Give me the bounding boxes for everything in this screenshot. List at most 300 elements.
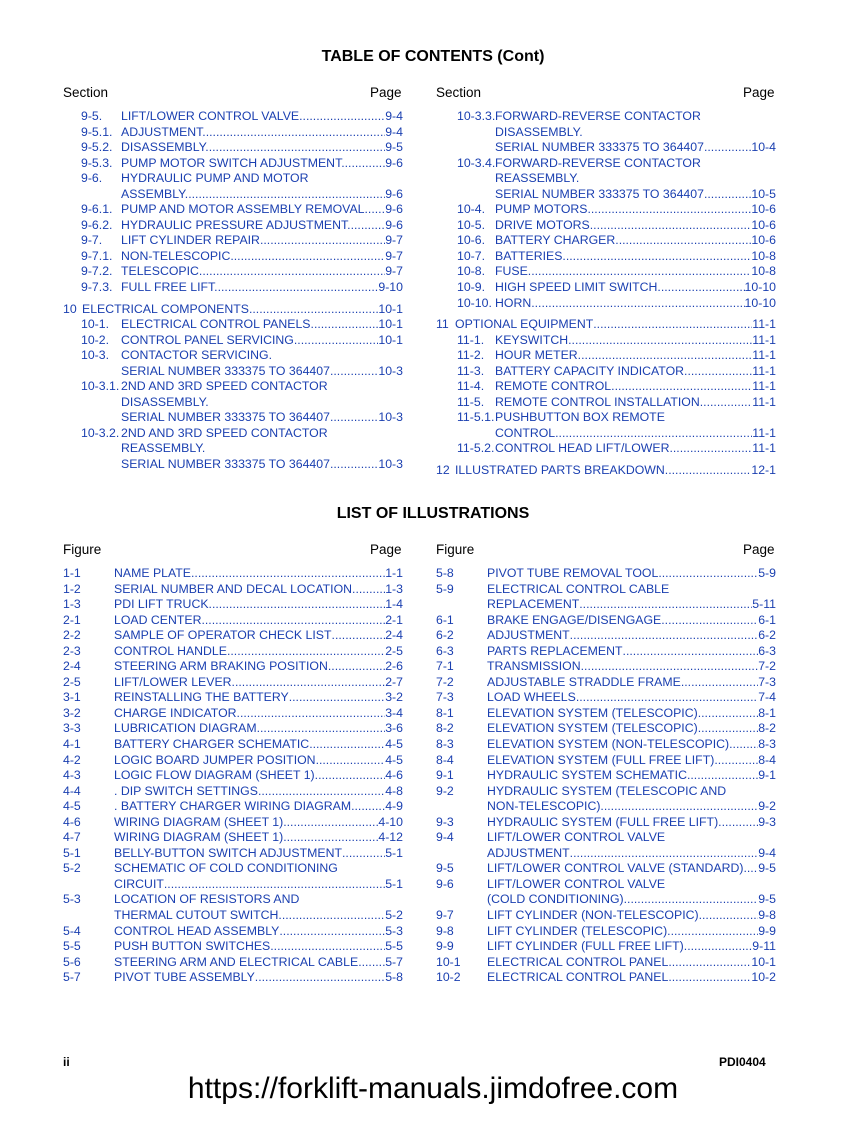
figure-entry-line[interactable] xyxy=(63,628,403,644)
page-reference: 9-5 xyxy=(758,892,776,907)
figure-entry-line[interactable] xyxy=(63,939,403,955)
toc-entry-line[interactable] xyxy=(63,280,403,296)
entry-title: ILLUSTRATED PARTS BREAKDOWN xyxy=(455,463,665,478)
entry-title: REASSEMBLY. xyxy=(121,441,206,456)
toc-entry-line[interactable] xyxy=(63,441,403,457)
page-reference: 7-3 xyxy=(758,674,776,689)
page-reference: 4-5 xyxy=(385,752,403,767)
figure-entry-line[interactable] xyxy=(436,582,776,598)
entry-title: HYDRAULIC SYSTEM SCHEMATIC xyxy=(487,768,687,783)
dot-leader xyxy=(164,877,385,893)
page-reference: 10-10 xyxy=(744,295,776,310)
figure-number: 2-4 xyxy=(63,659,81,674)
page-reference: 9-4 xyxy=(758,845,776,860)
page-reference: 7-4 xyxy=(758,690,776,705)
entry-title: BATTERIES. xyxy=(495,248,566,263)
entry-title: NAME PLATE xyxy=(114,566,191,580)
page-reference: 9-2 xyxy=(758,799,776,814)
toc-entry-line[interactable] xyxy=(436,264,776,280)
figure-entry-line[interactable] xyxy=(63,690,403,706)
toc-entry-line[interactable] xyxy=(436,317,776,333)
page-reference: 4-5 xyxy=(385,737,403,752)
entry-title: SERIAL NUMBER 333375 TO 364407 xyxy=(121,410,330,425)
section-number: 9-5.1. xyxy=(81,124,113,139)
entry-title: ADJUSTMENT. xyxy=(121,124,206,139)
page-reference: 2-1 xyxy=(385,612,403,627)
page-reference: 10-2 xyxy=(751,970,776,985)
page-reference: 2-6 xyxy=(385,659,403,674)
dot-leader xyxy=(684,939,753,955)
figure-number: 5-5 xyxy=(63,939,81,954)
figure-number: 5-4 xyxy=(63,923,81,938)
dot-leader xyxy=(570,628,759,644)
page-reference: 3-4 xyxy=(385,705,403,720)
figure-entry-line[interactable] xyxy=(436,753,776,769)
entry-title: CONTROL PANEL SERVICING. xyxy=(121,332,298,347)
toc-title: TABLE OF CONTENTS (Cont) xyxy=(321,48,545,65)
figure-number: 9-8 xyxy=(436,923,454,938)
toc-entry-line[interactable] xyxy=(436,395,776,411)
figure-entry-line[interactable] xyxy=(63,815,403,831)
figure-entry-line[interactable] xyxy=(436,830,776,846)
page-reference: 9-4 xyxy=(385,109,403,123)
dot-leader xyxy=(278,908,385,924)
section-number: 10-3.3. xyxy=(457,109,496,123)
dot-leader xyxy=(559,426,753,442)
entry-title: DISASSEMBLY. xyxy=(495,124,583,139)
figure-entry-line[interactable] xyxy=(436,784,776,800)
figure-entry-line[interactable] xyxy=(63,924,403,940)
figure-entry-line[interactable] xyxy=(436,846,776,862)
dot-leader xyxy=(351,799,385,815)
section-number: 9-7.2. xyxy=(81,264,113,279)
entry-title: HIGH SPEED LIMIT SWITCH. xyxy=(495,280,661,295)
figure-entry-line[interactable] xyxy=(436,613,776,629)
toc-entry-line[interactable] xyxy=(436,426,776,442)
page-reference: 1-4 xyxy=(385,597,403,612)
section-number: 11-5.1. xyxy=(457,410,495,425)
dot-leader xyxy=(332,628,386,644)
entry-title: ELECTRICAL CONTROL PANEL xyxy=(487,954,669,969)
figure-entry-line[interactable] xyxy=(63,846,403,862)
section-number: 10-1. xyxy=(81,317,110,332)
dot-leader xyxy=(531,264,751,280)
figure-number: 4-4 xyxy=(63,783,81,798)
dot-leader xyxy=(579,597,752,613)
entry-title: KEYSWITCH xyxy=(495,332,569,347)
page-reference: 10-3 xyxy=(378,363,403,378)
toc-entry-line[interactable] xyxy=(63,109,403,125)
figure-entry-line[interactable] xyxy=(436,675,776,691)
dot-leader xyxy=(188,187,385,203)
toc-entry-line[interactable] xyxy=(436,202,776,218)
dot-leader xyxy=(209,597,386,613)
entry-title: PIVOT TUBE REMOVAL TOOL xyxy=(487,566,659,580)
section-number: 10-10. xyxy=(457,295,492,310)
figure-number: 5-2 xyxy=(63,861,81,876)
page-reference: 4-10 xyxy=(378,814,403,829)
page-reference: 11-1 xyxy=(752,363,776,378)
toc-entry-line[interactable] xyxy=(63,410,403,426)
figure-number: 9-4 xyxy=(436,830,454,845)
dot-leader xyxy=(352,582,385,598)
figure-entry-line[interactable] xyxy=(436,908,776,924)
figure-entry-line[interactable] xyxy=(436,659,776,675)
page-reference: 3-2 xyxy=(385,690,403,705)
dot-leader xyxy=(687,768,758,784)
entry-title: DRIVE MOTORS. xyxy=(495,217,594,232)
section-number: 12 xyxy=(436,463,450,478)
toc-entry-line[interactable] xyxy=(63,348,403,364)
toc-entry-line[interactable] xyxy=(436,233,776,249)
entry-title: LIFT/LOWER CONTROL VALVE xyxy=(487,876,666,891)
dot-leader xyxy=(661,613,758,629)
toc-entry-line[interactable] xyxy=(63,140,403,156)
entry-title: CONTACTOR SERVICING. xyxy=(121,348,272,363)
entry-title: OPTIONAL EQUIPMENT xyxy=(455,317,594,332)
figure-number: 9-2 xyxy=(436,783,454,798)
entry-title: LOCATION OF RESISTORS AND xyxy=(114,892,300,907)
entry-title: STEERING ARM AND ELECTRICAL CABLE xyxy=(114,954,359,969)
dot-leader xyxy=(358,955,385,971)
figure-number: 10-2 xyxy=(436,970,461,985)
page-reference: 5-8 xyxy=(385,970,403,985)
entry-title: 2ND AND 3RD SPEED CONTACTOR xyxy=(121,379,328,394)
section-number: 11-5.2. xyxy=(457,441,495,456)
page-reference: 7-2 xyxy=(758,659,776,674)
section-number: 10-2. xyxy=(81,332,110,347)
page-reference: 11-1 xyxy=(752,441,776,456)
toc-entry-line[interactable] xyxy=(436,125,776,141)
entry-title: CONTROL HEAD LIFT/LOWER xyxy=(495,441,670,456)
page-reference: 5-9 xyxy=(758,566,776,580)
figure-entry-line[interactable] xyxy=(436,815,776,831)
loi-title: LIST OF ILLUSTRATIONS xyxy=(336,505,530,522)
dot-leader xyxy=(249,302,378,318)
dot-leader xyxy=(333,457,378,473)
toc-entry-line[interactable] xyxy=(63,187,403,203)
toc-entry-line[interactable] xyxy=(63,264,403,280)
entry-title: REASSEMBLY. xyxy=(495,171,580,186)
section-number: 10-3.2. xyxy=(81,425,120,440)
dot-leader xyxy=(576,690,758,706)
section-number: 10-3. xyxy=(81,348,110,363)
section-number: 11-4. xyxy=(457,379,485,394)
entry-title: CONTROL. xyxy=(495,425,559,440)
toc-entry-line[interactable] xyxy=(63,156,403,172)
page-reference: 11-1 xyxy=(752,394,776,409)
entry-title: NON-TELESCOPIC. xyxy=(121,248,234,263)
dot-leader xyxy=(297,333,378,349)
page-reference: 10-4 xyxy=(751,140,776,155)
page-reference: 8-4 xyxy=(758,752,776,767)
entry-title: LIFT/LOWER LEVER xyxy=(114,674,232,689)
page-reference: 10-3 xyxy=(378,410,403,425)
dot-leader xyxy=(698,721,759,737)
dot-leader xyxy=(303,109,386,125)
entry-title: BELLY-BUTTON SWITCH ADJUSTMENT xyxy=(114,845,342,860)
page-reference: 9-6 xyxy=(385,186,403,201)
toc-entry-line[interactable] xyxy=(436,333,776,349)
figure-number: 9-3 xyxy=(436,814,454,829)
entry-title: SERIAL NUMBER 333375 TO 364407 xyxy=(495,140,704,155)
dot-leader xyxy=(330,410,378,426)
entry-title: ELEVATION SYSTEM (NON-TELESCOPIC) xyxy=(487,737,730,752)
figure-entry-line[interactable] xyxy=(436,597,776,613)
page-reference: 4-8 xyxy=(385,783,403,798)
figure-number: 5-7 xyxy=(63,970,81,985)
toc-entry-line[interactable] xyxy=(436,218,776,234)
figure-entry-line[interactable] xyxy=(63,597,403,613)
page-reference: 9-6 xyxy=(385,217,403,232)
toc-entry-line[interactable] xyxy=(63,364,403,380)
toc-entry-line[interactable] xyxy=(63,125,403,141)
toc-entry-line[interactable] xyxy=(436,379,776,395)
figure-entry-line[interactable] xyxy=(436,955,776,971)
figure-number: 1-2 xyxy=(63,581,81,596)
figure-entry-line[interactable] xyxy=(63,721,403,737)
dot-leader xyxy=(704,187,751,203)
toc-entry-line[interactable] xyxy=(63,379,403,395)
entry-title: BRAKE ENGAGE/DISENGAGE xyxy=(487,612,662,627)
toc-entry-line[interactable] xyxy=(436,249,776,265)
entry-title: DISASSEMBLY. xyxy=(121,140,209,155)
page-reference: 5-5 xyxy=(385,939,403,954)
entry-title: SERIAL NUMBER 333375 TO 364407. xyxy=(121,363,334,378)
page-reference: 2-4 xyxy=(385,628,403,643)
entry-title: LOGIC FLOW DIAGRAM (SHEET 1) xyxy=(114,768,315,783)
page-reference: 9-10 xyxy=(378,280,403,295)
entry-title: REMOTE CONTROL. xyxy=(495,379,615,394)
figure-entry-line[interactable] xyxy=(436,939,776,955)
page-reference: 9-9 xyxy=(758,923,776,938)
dot-leader xyxy=(615,379,753,395)
figure-number: 5-3 xyxy=(63,892,81,907)
figure-entry-line[interactable] xyxy=(63,613,403,629)
figure-number: 9-1 xyxy=(436,768,454,783)
figure-entry-line[interactable] xyxy=(436,892,776,908)
figure-entry-line[interactable] xyxy=(436,970,776,986)
entry-title: LIFT/LOWER CONTROL VALVE. xyxy=(121,109,303,123)
toc-left-page-header: Page xyxy=(370,85,402,100)
toc-entry-line[interactable] xyxy=(436,296,776,312)
page-reference: 9-11 xyxy=(752,939,776,954)
figure-entry-line[interactable] xyxy=(63,861,403,877)
figure-entry-line[interactable] xyxy=(63,892,403,908)
figure-entry-line[interactable] xyxy=(63,768,403,784)
toc-entry-line[interactable] xyxy=(436,348,776,364)
figure-number: 4-5 xyxy=(63,799,81,814)
figure-entry-line[interactable] xyxy=(436,721,776,737)
page-reference: 10-5 xyxy=(751,186,776,201)
figure-entry-line[interactable] xyxy=(436,799,776,815)
entry-title: PUMP MOTOR SWITCH ADJUSTMENT. xyxy=(121,155,345,170)
figure-entry-line[interactable] xyxy=(63,955,403,971)
figure-entry-line[interactable] xyxy=(63,877,403,893)
entry-title: CIRCUIT xyxy=(114,876,164,891)
entry-title: ELECTRICAL CONTROL PANELS. xyxy=(121,317,314,332)
figure-number: 3-2 xyxy=(63,705,81,720)
entry-title: HYDRAULIC SYSTEM (TELESCOPIC AND xyxy=(487,783,727,798)
toc-entry-line[interactable] xyxy=(63,395,403,411)
figure-entry-line[interactable] xyxy=(63,706,403,722)
page-reference: 9-4 xyxy=(385,124,403,139)
figure-entry-line[interactable] xyxy=(63,737,403,753)
figure-number: 8-2 xyxy=(436,721,454,736)
figure-number: 7-2 xyxy=(436,674,454,689)
page-reference: 11-1 xyxy=(752,317,776,332)
dot-leader xyxy=(191,566,385,582)
page-reference: 10-1 xyxy=(378,301,403,316)
loi-right-page-header: Page xyxy=(743,542,775,557)
figure-number: 8-3 xyxy=(436,737,454,752)
toc-left-column xyxy=(63,109,403,473)
entry-title: ASSEMBLY. xyxy=(121,186,189,201)
figure-entry-line[interactable] xyxy=(63,830,403,846)
figure-entry-line[interactable] xyxy=(436,737,776,753)
page-reference: 5-1 xyxy=(385,876,403,891)
entry-title: CHARGE INDICATOR xyxy=(114,705,237,720)
toc-entry-line[interactable] xyxy=(63,333,403,349)
dot-leader xyxy=(578,348,753,364)
dot-leader xyxy=(593,218,751,234)
page-reference: 2-5 xyxy=(385,643,403,658)
figure-number: 4-6 xyxy=(63,814,81,829)
figure-entry-line[interactable] xyxy=(63,784,403,800)
figure-entry-line[interactable] xyxy=(63,566,403,582)
entry-title: LIFT CYLINDER (FULL FREE LIFT) xyxy=(487,939,684,954)
dot-leader xyxy=(283,830,378,846)
entry-title: FORWARD-REVERSE CONTACTOR xyxy=(495,109,701,123)
dot-leader xyxy=(668,970,751,986)
dot-leader xyxy=(309,737,385,753)
toc-entry-line[interactable] xyxy=(63,202,403,218)
dot-leader xyxy=(687,364,752,380)
section-number: 9-6.2. xyxy=(81,217,113,232)
section-number: 10-3.4. xyxy=(457,155,496,170)
page-reference: 10-8 xyxy=(751,264,776,279)
toc-entry-line[interactable] xyxy=(436,410,776,426)
toc-entry-line[interactable] xyxy=(436,441,776,457)
entry-title: WIRING DIAGRAM (SHEET 1) xyxy=(114,814,284,829)
entry-title: PUMP MOTORS. xyxy=(495,202,591,217)
page-reference: 10-1 xyxy=(378,332,403,347)
toc-entry-line[interactable] xyxy=(436,156,776,172)
figure-entry-line[interactable] xyxy=(436,768,776,784)
figure-entry-line[interactable] xyxy=(63,799,403,815)
entry-title: HYDRAULIC PUMP AND MOTOR xyxy=(121,171,309,186)
dot-leader xyxy=(718,815,758,831)
loi-left-page-header: Page xyxy=(370,542,402,557)
toc-entry-line[interactable] xyxy=(63,457,403,473)
toc-entry-line[interactable] xyxy=(63,171,403,187)
source-url[interactable]: https://forklift-manuals.jimdofree.com xyxy=(187,1072,679,1105)
toc-entry-line[interactable] xyxy=(436,463,776,479)
section-number: 11-1. xyxy=(457,332,485,347)
entry-title: HOUR METER xyxy=(495,348,578,363)
figure-entry-line[interactable] xyxy=(436,877,776,893)
page-reference: 11-1 xyxy=(752,425,776,440)
toc-entry-line[interactable] xyxy=(436,140,776,156)
toc-entry-line[interactable] xyxy=(63,317,403,333)
toc-entry-line[interactable] xyxy=(63,426,403,442)
figure-entry-line[interactable] xyxy=(63,753,403,769)
entry-title: BATTERY CAPACITY INDICATOR. xyxy=(495,363,688,378)
figure-number: 6-2 xyxy=(436,628,454,643)
dot-leader xyxy=(668,955,751,971)
figure-number: 8-4 xyxy=(436,752,454,767)
entry-title: PIVOT TUBE ASSEMBLY xyxy=(114,970,255,985)
figure-entry-line[interactable] xyxy=(436,566,776,582)
dot-leader xyxy=(234,249,385,265)
entry-title: DISASSEMBLY. xyxy=(121,394,209,409)
page-reference: 5-2 xyxy=(385,908,403,923)
page-reference: 9-7 xyxy=(385,264,403,279)
toc-entry-line[interactable] xyxy=(436,364,776,380)
figure-entry-line[interactable] xyxy=(63,644,403,660)
page-reference: 5-3 xyxy=(385,923,403,938)
figure-number: 5-6 xyxy=(63,954,81,969)
figure-entry-line[interactable] xyxy=(63,582,403,598)
figure-number: 2-3 xyxy=(63,643,81,658)
entry-title: ELEVATION SYSTEM (FULL FREE LIFT) xyxy=(487,752,715,767)
dot-leader xyxy=(258,784,385,800)
dot-leader xyxy=(581,659,759,675)
entry-title: LIFT CYLINDER (NON-TELESCOPIC) xyxy=(487,908,699,923)
toc-entry-line[interactable] xyxy=(436,171,776,187)
page-reference: 8-2 xyxy=(758,721,776,736)
dot-leader xyxy=(568,333,752,349)
entry-title: 2ND AND 3RD SPEED CONTACTOR xyxy=(121,425,328,440)
figure-entry-line[interactable] xyxy=(436,861,776,877)
section-number: 10-9. xyxy=(457,280,486,295)
toc-entry-line[interactable] xyxy=(63,233,403,249)
entry-title: WIRING DIAGRAM (SHEET 1) xyxy=(114,830,284,845)
entry-title: HYDRAULIC PRESSURE ADJUSTMENT. xyxy=(121,217,351,232)
figure-entry-line[interactable] xyxy=(436,628,776,644)
dot-leader xyxy=(351,218,386,234)
entry-title: LIFT/LOWER CONTROL VALVE xyxy=(487,830,666,845)
dot-leader xyxy=(227,644,385,660)
figure-entry-line[interactable] xyxy=(63,908,403,924)
figure-entry-line[interactable] xyxy=(436,924,776,940)
toc-entry-line[interactable] xyxy=(63,302,403,318)
dot-leader xyxy=(593,317,752,333)
dot-leader xyxy=(714,753,758,769)
toc-entry-line[interactable] xyxy=(436,187,776,203)
figure-entry-line[interactable] xyxy=(436,644,776,660)
figure-entry-line[interactable] xyxy=(436,706,776,722)
toc-entry-line[interactable] xyxy=(436,280,776,296)
entry-title: ADJUSTMENT xyxy=(487,845,570,860)
entry-title: TELESCOPIC. xyxy=(121,264,203,279)
page-reference: 9-7 xyxy=(385,233,403,248)
entry-title: LOGIC BOARD JUMPER POSITION xyxy=(114,752,316,767)
figure-entry-line[interactable] xyxy=(63,675,403,691)
figure-entry-line[interactable] xyxy=(63,659,403,675)
figure-entry-line[interactable] xyxy=(436,690,776,706)
dot-leader xyxy=(704,140,751,156)
toc-entry-line[interactable] xyxy=(436,109,776,125)
dot-leader xyxy=(368,202,385,218)
entry-title: SAMPLE OF OPERATOR CHECK LIST xyxy=(114,628,332,643)
figure-entry-line[interactable] xyxy=(63,970,403,986)
toc-entry-line[interactable] xyxy=(63,218,403,234)
toc-entry-line[interactable] xyxy=(63,249,403,265)
page-number: ii xyxy=(63,1055,70,1069)
entry-title: ELECTRICAL CONTROL PANEL xyxy=(487,970,669,985)
dot-leader xyxy=(600,799,758,815)
